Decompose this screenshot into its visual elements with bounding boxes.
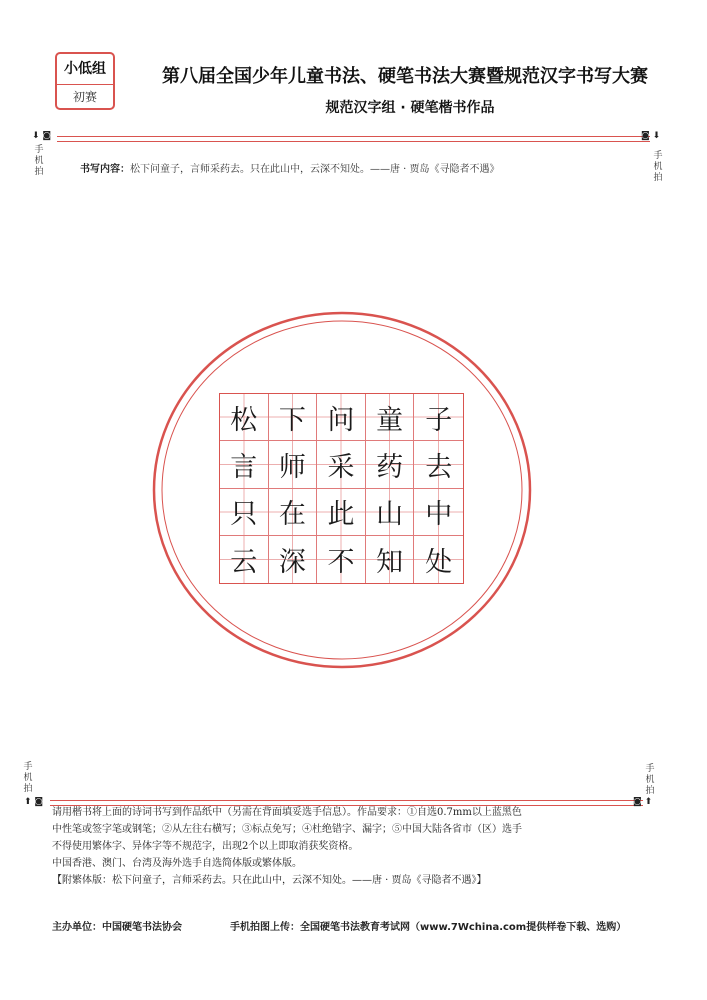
requirements <box>52 804 657 889</box>
writing-content-text: 松下问童子，言师采药去。只在此山中，云深不知处。——唐 · 贾岛《寻隐者不遇》 <box>130 164 500 175</box>
bottom-right-caption: 手 机 拍 <box>645 764 655 796</box>
bottom-left-caption: 手 机 拍 <box>23 762 33 794</box>
requirements-line3: 不得使用繁体字、异体字等不规范字，出现2个以上即取消获奖资格。 <box>52 841 359 852</box>
bottom-right-camera-icon: ◙ ⬆ <box>633 797 653 807</box>
grid-cell: 在 <box>269 489 318 536</box>
top-right-caption: 手 机 拍 <box>653 151 663 183</box>
grid-cell: 知 <box>366 536 415 583</box>
requirements-lead: 请用楷书将上面的诗词书写到作品纸中（另需在背面填妥选手信息）。 <box>52 807 357 818</box>
bottom-left-camera-icon: ⬆ ◙ <box>24 797 44 807</box>
grid-cell: 下 <box>269 394 318 441</box>
grid-cell: 问 <box>317 394 366 441</box>
grid-cell: 言 <box>220 441 269 488</box>
top-left-caption: 手 机 拍 <box>34 145 44 177</box>
grid-cell: 师 <box>269 441 318 488</box>
grid-cell: 处 <box>414 536 463 583</box>
top-right-camera-icon: ◙ ⬇ <box>641 131 661 141</box>
grid-cell: 药 <box>366 441 415 488</box>
badge-group-label: 小低组 <box>57 54 113 85</box>
requirements-line1: 作品要求：①自选0.7mm以上蓝黑色 <box>357 807 522 818</box>
top-double-rule <box>57 136 650 142</box>
grid-cell: 子 <box>414 394 463 441</box>
footer-organizer: 主办单位：中国硬笔书法协会 <box>52 922 182 933</box>
grid-cell: 深 <box>269 536 318 583</box>
top-left-camera-icon: ⬇ ◙ <box>32 131 52 141</box>
badge-stage-label: 初赛 <box>72 90 97 104</box>
grid-cell: 云 <box>220 536 269 583</box>
writing-content <box>80 160 500 175</box>
grid-cell: 不 <box>317 536 366 583</box>
grid-cell: 山 <box>366 489 415 536</box>
grid-cell: 采 <box>317 441 366 488</box>
grid-cell: 童 <box>366 394 415 441</box>
writing-content-label: 书写内容： <box>80 164 130 175</box>
requirements-line4: 中国香港、澳门、台湾及海外选手自选简体版或繁体版。 <box>52 858 302 869</box>
requirements-line2: 中性笔或签字笔或钢笔；②从左往右横写；③标点免写；④杜绝错字、漏字；⑤中国大陆各省市（区）选手 <box>52 824 522 835</box>
writing-grid <box>219 393 464 584</box>
grid-cell: 只 <box>220 489 269 536</box>
requirements-line5: 【附繁体版：松下问童子，言师采药去。只在此山中，云深不知处。——唐 · 贾岛《寻隐者不遇》】 <box>52 875 487 886</box>
grid-cell: 此 <box>317 489 366 536</box>
page-subtitle: 规范汉字组 · 硬笔楷书作品 <box>325 100 495 116</box>
grid-cell: 中 <box>414 489 463 536</box>
page-title: 第八届全国少年儿童书法、硬笔书法大赛暨规范汉字书写大赛 <box>162 66 648 87</box>
footer-upload: 手机拍图上传：全国硬笔书法教育考试网（www.7Wchina.com提供样卷下载、选购） <box>230 922 627 933</box>
grid-cell: 松 <box>220 394 269 441</box>
group-badge <box>55 52 115 110</box>
grid-cell: 去 <box>414 441 463 488</box>
